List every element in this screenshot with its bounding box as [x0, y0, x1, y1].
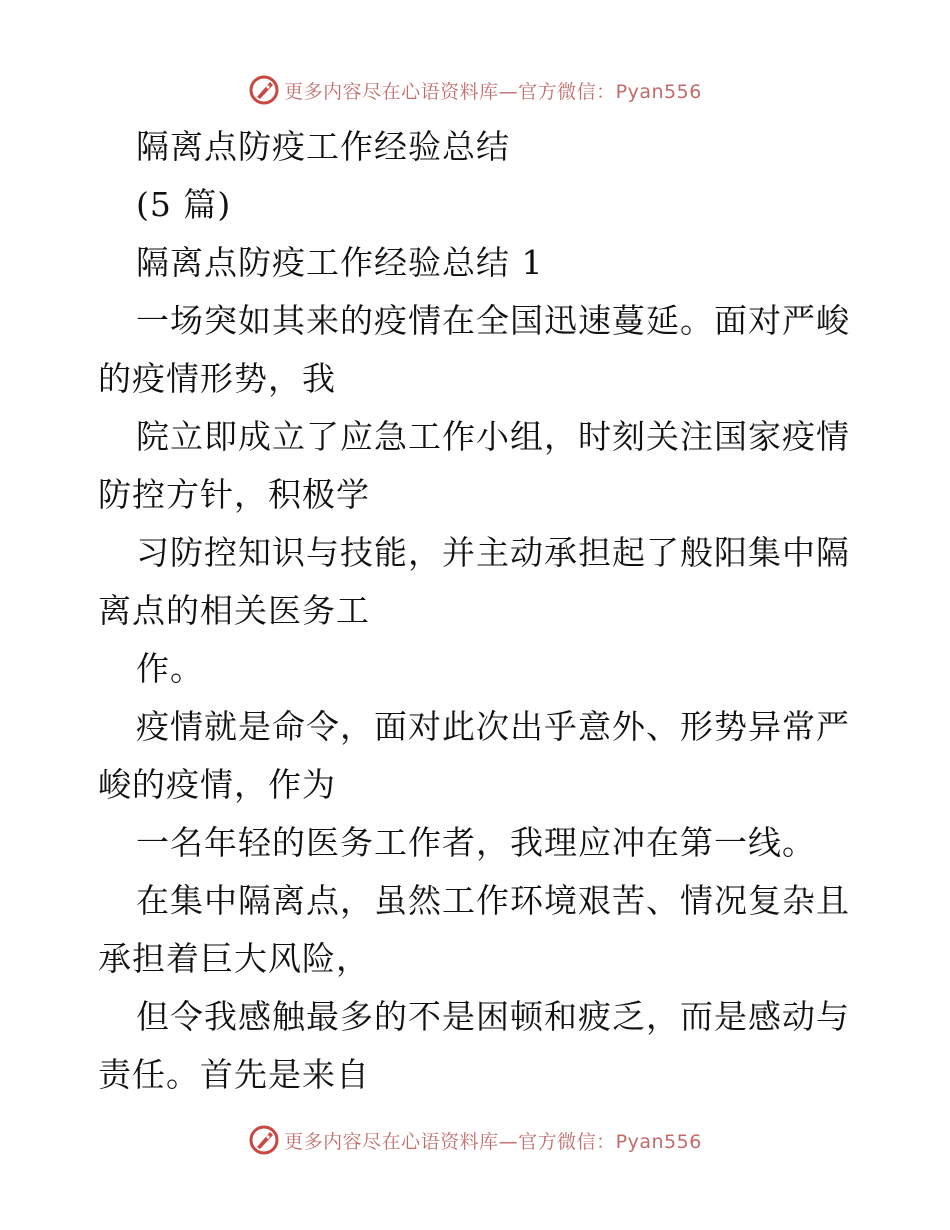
pen-nib-logo-icon: [248, 74, 280, 106]
document-body: [98, 118, 858, 1104]
text-line: (5 篇): [136, 185, 232, 224]
text-line: 防控方针，积极学: [98, 475, 370, 514]
text-line: 责任。首先是来自: [98, 1055, 370, 1094]
pen-nib-logo-icon: [248, 1124, 280, 1156]
footer-watermark-banner: [0, 1120, 950, 1160]
text-line: 习防控知识与技能，并主动承担起了般阳集中隔: [136, 533, 850, 572]
text-line: 作。: [136, 649, 204, 688]
watermark-text: 更多内容尽在心语资料库—官方微信：Pyan556: [284, 80, 702, 103]
text-line: 离点的相关医务工: [98, 591, 370, 630]
text-line: 承担着巨大风险，: [98, 939, 370, 978]
text-line: 但令我感触最多的不是困顿和疲乏，而是感动与: [136, 997, 850, 1036]
text-line: 峻的疫情，作为: [98, 765, 336, 804]
watermark-text: 更多内容尽在心语资料库—官方微信：Pyan556: [284, 1130, 702, 1153]
text-line: 院立即成立了应急工作小组，时刻关注国家疫情: [136, 417, 850, 456]
text-line: 一名年轻的医务工作者，我理应冲在第一线。: [136, 823, 816, 862]
header-watermark-banner: [0, 70, 950, 110]
text-line: 在集中隔离点，虽然工作环境艰苦、情况复杂且: [136, 881, 850, 920]
text-line: 隔离点防疫工作经验总结: [136, 127, 510, 166]
text-line: 隔离点防疫工作经验总结 1: [136, 243, 544, 282]
text-line: 一场突如其来的疫情在全国迅速蔓延。面对严峻: [136, 301, 850, 340]
text-line: 疫情就是命令，面对此次出乎意外、形势异常严: [136, 707, 850, 746]
text-line: 的疫情形势，我: [98, 359, 336, 398]
